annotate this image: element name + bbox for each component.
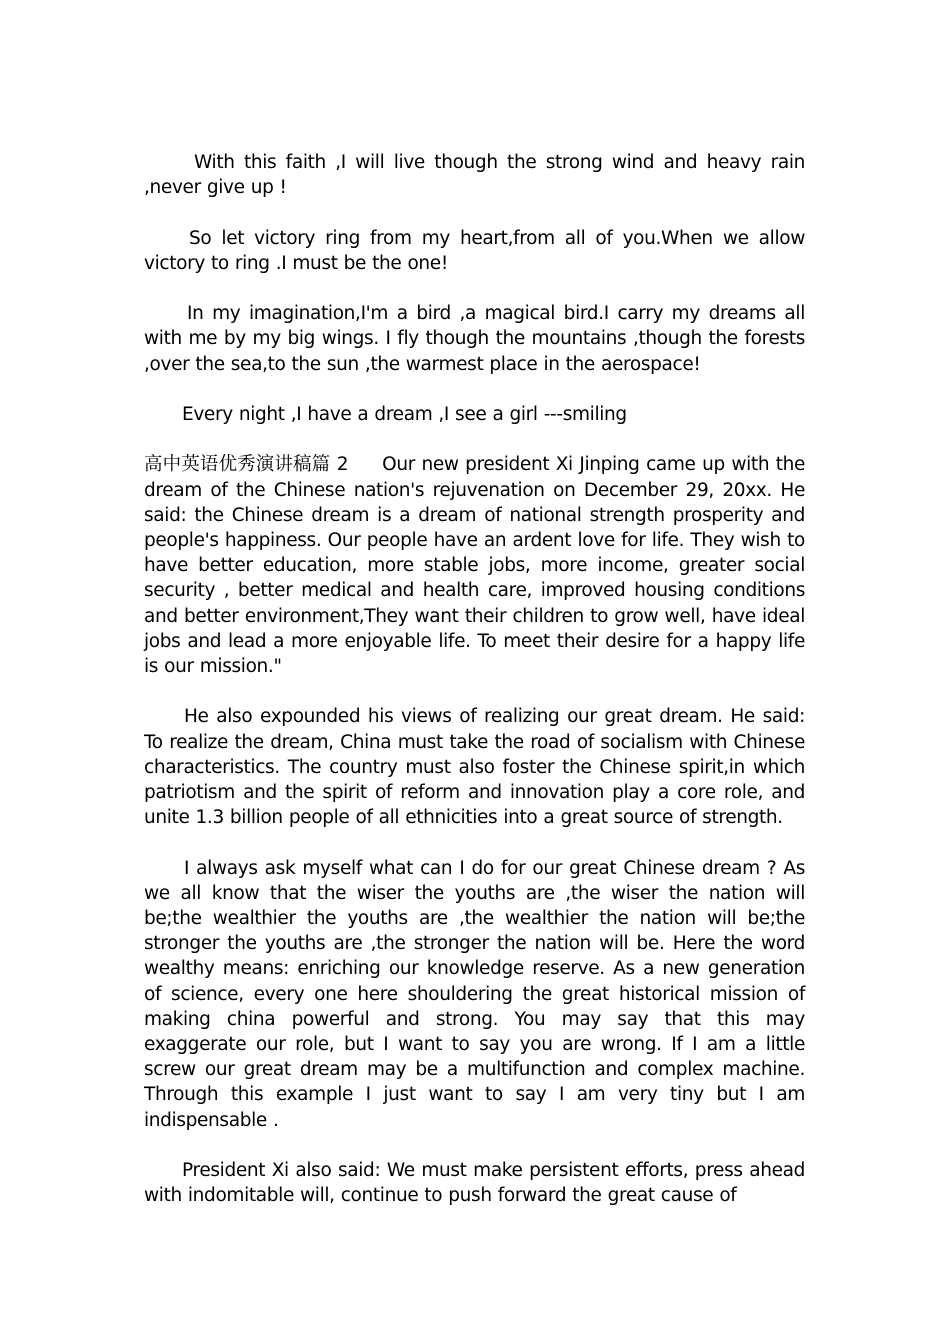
paragraph-every-night: Every night ,I have a dream ,I see a girl ---smiling <box>182 403 627 425</box>
section-heading: 高中英语优秀演讲稿篇 2 <box>144 454 349 476</box>
paragraph-ask-myself: I always ask myself what can I do for our great Chinese dream ? As we all know that the wiser the youths are ,the wiser the nation will be;the wealthier the youths are ,the wealthier the nation will be;the stronger the youths are ,the stronger the nation will be. Here the word wealthy means: enriching our knowledge reserve. As a new generation of science, every one here shouldering the great historical mission of making china powerful and strong. You may say that this may exaggerate our role, but I want to say you are wrong. If I am a little screw our great dream may be a multifunction and complex machine. Through this example I just want to say I am very tiny but I am indispensable . <box>144 857 805 1131</box>
paragraph-section-2-intro <box>144 452 805 679</box>
paragraph-faith: With this faith ,I will live though the strong wind and heavy rain ,never give up ! <box>144 152 805 199</box>
section-intro-text: Our new president Xi Jinping came up with the dream of the Chinese nation's rejuvenation on December 29, 20xx. He said: the Chinese dream is a dream of national strength prosperity and people's happiness. Our people have an ardent love for life. They wish to have better education, more stable jobs, more income, greater social security , better medical and health care, improved housing conditions and better environment,They want their children to grow well, have ideal jobs and lead a more enjoyable life. To meet their desire for a happy life is our mission." <box>144 454 806 677</box>
paragraph-victory: So let victory ring from my heart,from all of you.When we allow victory to ring .I must be the one! <box>144 227 805 274</box>
paragraph-imagination: In my imagination,I'm a bird ,a magical bird.I carry my dreams all with me by my big wings. I fly though the mountains ,though the forests ,over the sea,to the sun ,the warmest place in the aerospace! <box>144 303 805 375</box>
document-body <box>144 150 805 1234</box>
paragraph-expounded: He also expounded his views of realizing our great dream. He said: To realize the dream, China must take the road of socialism with Chinese characteristics. The country must also foster the Chinese spirit,in which patriotism and the spirit of reform and innovation play a core role, and unite 1.3 billion people of all ethnicities into a great source of strength. <box>144 706 805 829</box>
paragraph-president-xi: President Xi also said: We must make persistent efforts, press ahead with indomitable will, continue to push forward the great cause of <box>144 1160 805 1207</box>
